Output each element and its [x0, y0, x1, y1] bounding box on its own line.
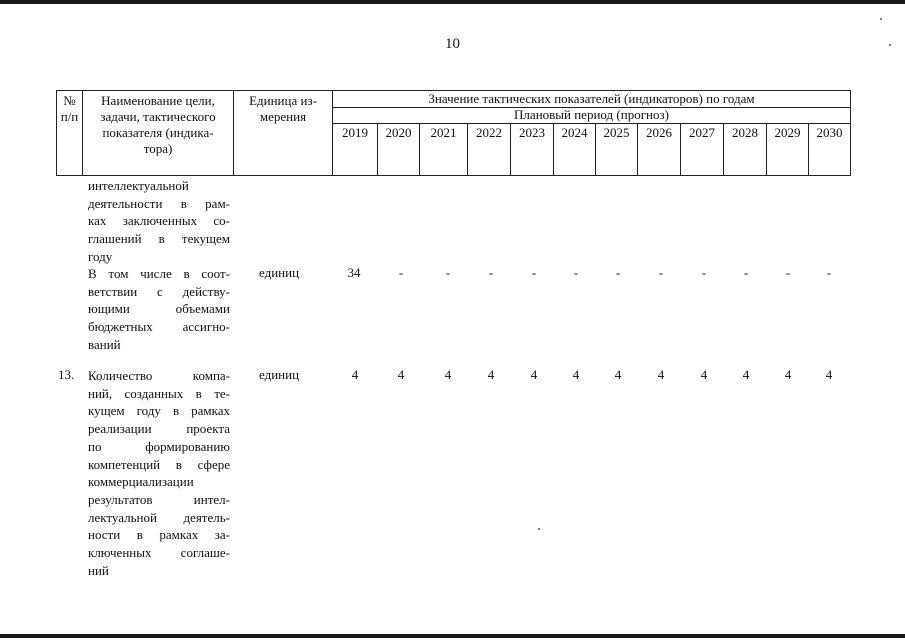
continuation-text: интеллектуальной деятельности в рам- ках заключенных со- глашений в текущем году [88, 178, 230, 264]
row13-value-2022: 4 [487, 367, 495, 382]
subrow-unit: единиц [259, 265, 300, 280]
row13-value-2019: 4 [351, 367, 359, 382]
scan-speck [880, 18, 882, 20]
year-header: 2020 [385, 125, 412, 140]
page-number: 10 [445, 36, 460, 52]
year-header: 2028 [732, 125, 758, 140]
scan-border-bottom [0, 634, 905, 638]
table-header [56, 90, 851, 176]
row13-value-2028: 4 [742, 367, 750, 382]
row13-unit: единиц [259, 367, 300, 382]
row13-value-2027: 4 [700, 367, 708, 382]
year-header: 2022 [476, 125, 502, 140]
year-header: 2025 [603, 125, 630, 140]
year-header: 2026 [646, 125, 672, 140]
subrow-value-2028: - [743, 265, 749, 280]
subrow-value-2020: - [398, 265, 404, 280]
year-header: 2030 [816, 125, 843, 140]
row-number: 13. [58, 367, 75, 382]
subrow-value-2024: - [573, 265, 579, 280]
scan-speck [538, 528, 540, 530]
row13-value-2021: 4 [444, 367, 452, 382]
header-plan-title: Плановый период (прогноз) [514, 107, 669, 122]
row13-value-2025: 4 [614, 367, 622, 382]
subrow-value-2019: 34 [347, 265, 361, 280]
subrow-value-2027: - [701, 265, 707, 280]
row13-value-2030: 4 [825, 367, 833, 382]
subrow-value-2030: - [826, 265, 832, 280]
year-header: 2027 [689, 125, 715, 140]
subrow-value-2022: - [488, 265, 494, 280]
subrow-value-2023: - [531, 265, 537, 280]
row13-description: Количество компа- ний, созданных в те- кущем году в рамках реализации проекта по формированию компетенций в сфере коммерциализации результатов интел- лектуальной деятель- ности в рамках за- ключенных соглаше- ний [88, 368, 230, 578]
subrow-value-2025: - [615, 265, 621, 280]
year-header: 2019 [342, 125, 368, 140]
header-unit-label: Единица из- мерения [249, 93, 317, 124]
row13-value-2023: 4 [530, 367, 538, 382]
year-header: 2024 [561, 125, 588, 140]
header-name-label: Наименование цели, задачи, тактического показателя (индика- тора) [100, 93, 216, 156]
subrow-value-2021: - [445, 265, 451, 280]
subrow-description: В том числе в соот- ветствии с действу- ющими объемами бюджетных ассигно- ваний [88, 266, 230, 352]
scan-border-top [0, 0, 905, 4]
subrow-value-2026: - [658, 265, 664, 280]
header-num-label: № п/п [60, 93, 79, 124]
year-header: 2021 [430, 125, 457, 140]
header-values-title: Значение тактических показателей (индикаторов) по годам [428, 91, 755, 106]
year-header: 2023 [519, 125, 545, 140]
year-header: 2029 [774, 125, 801, 140]
subrow-value-2029: - [785, 265, 791, 280]
row13-value-2024: 4 [572, 367, 580, 382]
row13-value-2029: 4 [784, 367, 792, 382]
row13-value-2026: 4 [657, 367, 665, 382]
row13-value-2020: 4 [397, 367, 405, 382]
